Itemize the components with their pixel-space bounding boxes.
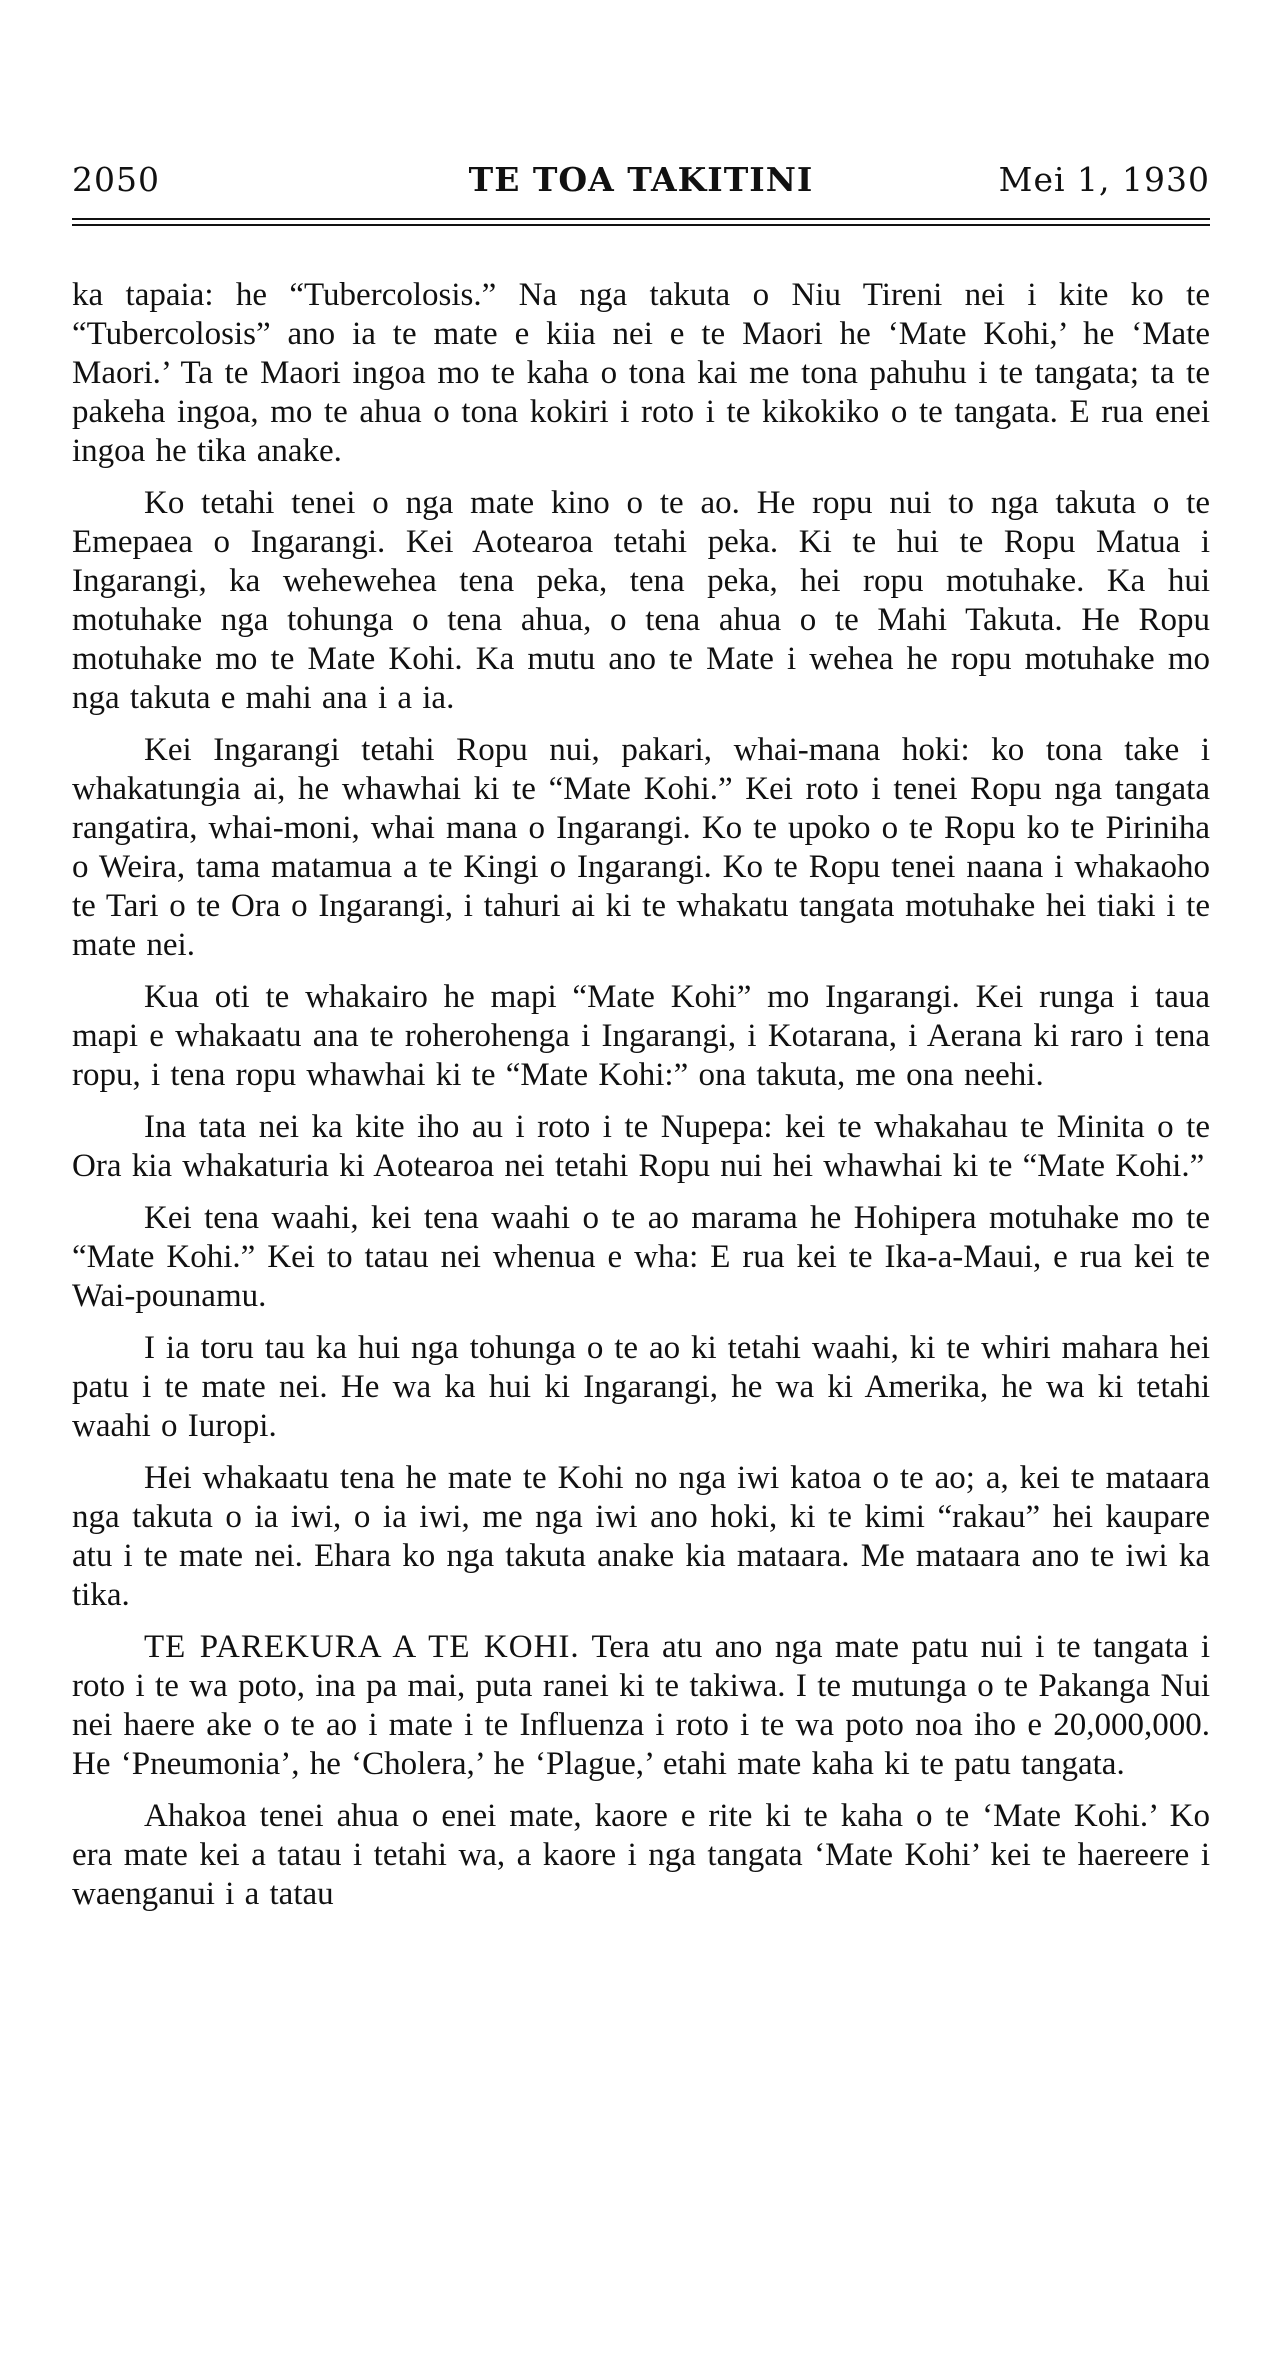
- document-page: [72, 150, 1210, 1927]
- paragraph-1: ka tapaia: he “Tubercolosis.” Na nga takuta o Niu Tireni nei i kite ko te “Tubercolosis” ano ia te mate e kiia nei e te Maori he ‘Mate Kohi,’ he ‘Mate Maori.’ Ta te Maori ingoa mo te kaha o tona kai me tona pahuhu i te tangata; ta te pakeha ingoa, mo te ahua o tona kokiri i roto i te kikokiko o te tangata. E rua enei ingoa he tika anake.: [72, 277, 1210, 469]
- paragraph-7: I ia toru tau ka hui nga tohunga o te ao ki tetahi waahi, ki te whiri mahara hei patu i te mate nei. He wa ka hui ki Ingarangi, he wa ki Amerika, he wa ki tetahi waahi o Iuropi.: [72, 1330, 1210, 1444]
- header-rule-bottom: [72, 224, 1210, 226]
- header-rule-top: [72, 218, 1210, 220]
- page-number: 2050: [72, 160, 160, 199]
- page-header: [72, 150, 1210, 210]
- paragraph-9: [72, 1628, 1210, 1784]
- paragraph-3: Kei Ingarangi tetahi Ropu nui, pakari, whai-mana hoki: ko tona take i whakatungia ai, he whawhai ki te “Mate Kohi.” Kei roto i tenei Ropu nga tangata rangatira, whai-moni, whai mana o Ingarangi. Ko te upoko o te Ropu ko te Piriniha o Weira, tama matamua a te Kingi o Ingarangi. Ko te Ropu tenei naana i whakaoho te Tari o te Ora o Ingarangi, i tahuri ai ki te whakatu tangata motuhake hei tiaki i te mate nei.: [72, 732, 1210, 963]
- paragraph-2: Ko tetahi tenei o nga mate kino o te ao. He ropu nui to nga takuta o te Emepaea o Ingarangi. Kei Aotearoa tetahi peka. Ki te hui te Ropu Matua i Ingarangi, ka wehewehea tena peka, tena peka, hei ropu motuhake. Ka hui motuhake nga tohunga o tena ahua, o tena ahua o te Mahi Takuta. He Ropu motuhake mo te Mate Kohi. Ka mutu ano te Mate i wehea he ropu motuhake mo nga takuta e mahi ana i a ia.: [72, 485, 1210, 716]
- paragraph-6: Kei tena waahi, kei tena waahi o te ao marama he Hohipera motuhake mo te “Mate Kohi.” Kei to tatau nei whenua e wha: E rua kei te Ika-a-Maui, e rua kei te Wai-pounamu.: [72, 1200, 1210, 1314]
- article-body: [72, 276, 1210, 1914]
- paragraph-10: Ahakoa tenei ahua o enei mate, kaore e rite ki te kaha o te ‘Mate Kohi.’ Ko era mate kei a tatau i tetahi wa, a kaore i nga tangata ‘Mate Kohi’ kei te haereere i waenganui i a tatau: [72, 1798, 1210, 1912]
- section-heading: TE PAREKURA A TE KOHI.: [144, 1629, 580, 1665]
- paragraph-9-text: Tera atu ano nga mate patu nui i te tangata i roto i te wa poto, ina pa mai, puta ranei ki te takiwa. I te mutunga o te Pakanga Nui nei haere ake o te ao i mate i te Influenza i roto i te wa poto noa iho e 20,000,000. He ‘Pneumonia’, he ‘Cholera,’ he ‘Plague,’ etahi mate kaha ki te patu tangata.: [72, 1629, 1210, 1782]
- paragraph-8: Hei whakaatu tena he mate te Kohi no nga iwi katoa o te ao; a, kei te mataara nga takuta o ia iwi, o ia iwi, me nga iwi ano hoki, ki te kimi “rakau” hei kaupare atu i te mate nei. Ehara ko nga takuta anake kia mataara. Me mataara ano te iwi ka tika.: [72, 1460, 1210, 1613]
- issue-date: Mei 1, 1930: [998, 160, 1210, 199]
- paragraph-5: Ina tata nei ka kite iho au i roto i te Nupepa: kei te whakahau te Minita o te Ora kia whakaturia ki Aotearoa nei tetahi Ropu nui hei whawhai ki te “Mate Kohi.”: [72, 1109, 1210, 1184]
- paragraph-4: Kua oti te whakairo he mapi “Mate Kohi” mo Ingarangi. Kei runga i taua mapi e whakaatu ana te roherohenga i Ingarangi, i Kotarana, i Aerana ki raro i tena ropu, i tena ropu whawhai ki te “Mate Kohi:” ona takuta, me ona neehi.: [72, 979, 1210, 1093]
- running-title: TE TOA TAKITINI: [468, 160, 814, 199]
